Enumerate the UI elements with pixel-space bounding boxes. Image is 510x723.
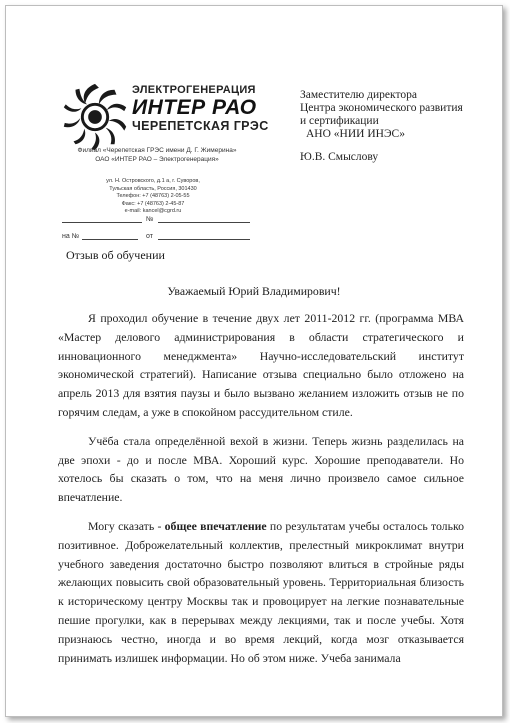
salutation: Уважаемый Юрий Владимирович! [167, 284, 341, 298]
addressee-line-4: АНО «НИИ ИНЭС» [306, 128, 405, 140]
letter-page [5, 5, 503, 717]
paragraph-3-start: Могу сказать - [88, 518, 165, 533]
brand-line-1: ЭЛЕКТРОГЕНЕРАЦИЯ [132, 84, 256, 96]
address-line-1: ул. Н. Островского, д.1 а, г. Суворов, [106, 178, 200, 184]
paragraph-3 [58, 517, 464, 667]
number-line [158, 222, 250, 223]
brand-line-2: ИНТЕР РАО [132, 96, 257, 119]
date-line [62, 222, 142, 223]
brand-line-3: ЧЕРЕПЕТСКАЯ ГРЭС [132, 119, 269, 133]
paragraph-3-end: по результатам учебы осталось только позитивное. Доброжелательный коллектив, прелестный микроклимат внутри учебного заведения достаточно быстро позволяют влиться в стройные ряды желающих повысить свой образовательный уровень. Территориальная близость к историческому центру Москвы так и провоцирует на легкие познавательные пешие прогулки, как в перерывах между лекциями, так и после учебы. Хотя признаюсь честно, иногда и во время лекций, когда мозг отказывается принимать излишек информации. Но об этом ниже. Учеба занимала [58, 518, 464, 665]
branch-line-1: Филиал «Черепетская ГРЭС имени Д. Г. Жимерина» [77, 147, 237, 154]
reference-row [54, 228, 254, 245]
paragraph-3-emphasis: общее впечатление [164, 518, 267, 533]
from-label: от [146, 233, 153, 240]
number-label: № [146, 216, 154, 223]
addressee-line-3: и сертификации [300, 115, 379, 127]
registration-fields [54, 211, 254, 245]
letter-body [58, 309, 464, 677]
letterhead-brand [132, 84, 269, 133]
addressee-line-1: Заместителю директора [300, 89, 417, 101]
from-date-line [158, 239, 250, 240]
to-number-line [82, 239, 138, 240]
addressee-line-2: Центра экономического развития [300, 102, 463, 114]
paragraph-2: Учёба стала определённой вехой в жизни. Теперь жизнь разделилась на две эпохи - до и после МВА. Хороший курс. Хорошие преподаватели. Но хотелось бы сказать о том, что на меня лично произвело самое сильное впечатление. [58, 433, 464, 505]
paragraph-1: Я проходил обучение в течение двух лет 2011-2012 гг. (программа МВА «Мастер делового администрирования в области стратегического и инновационного менеджмента» Научно-исследовательский институт экономической стратегий). Написание отзыва специально было отложено на апрель 2013 для взятия паузы и было вызвано желанием изложить отзыв не по горячим следам, а уже в спокойном рассудительном стиле. [58, 311, 464, 419]
branch-line-2: ОАО «ИНТЕР РАО – Электрогенерация» [95, 156, 219, 163]
company-logo-icon [56, 78, 134, 156]
outgoing-number-row [54, 211, 254, 228]
address-line-5: e-mail: kancel@cgrd.ru [124, 208, 182, 214]
addressee-block [300, 89, 463, 164]
address-line-3: Телефон: +7 (48763) 2-05-55 [116, 193, 190, 199]
address-line-2: Тульская область, Россия, 301430 [109, 185, 197, 192]
address-line-4: Факс: +7 (48763) 2-45-87 [121, 200, 185, 207]
addressee-name: Ю.В. Смыслову [300, 151, 379, 163]
to-number-label: на № [62, 233, 80, 240]
document-title: Отзыв об обучении [66, 248, 165, 262]
company-address [88, 178, 218, 216]
branch-info [72, 146, 242, 164]
